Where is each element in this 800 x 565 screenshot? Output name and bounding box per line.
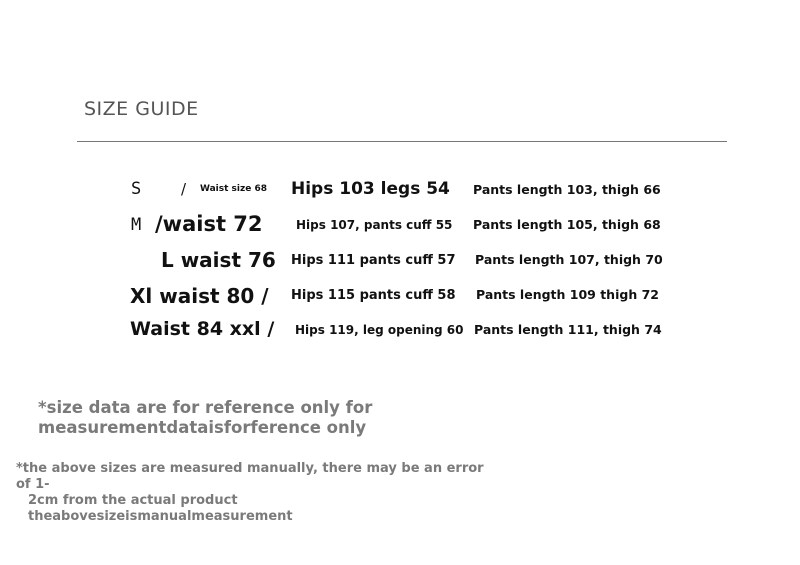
pants-measurement-s: Pants length 103, thigh 66: [473, 182, 661, 197]
reference-note: [38, 398, 372, 438]
waist-measurement-xl: Xl waist 80 /: [130, 284, 269, 308]
hips-measurement-l: Hips 111 pants cuff 57: [291, 253, 456, 268]
size-label-s: S: [131, 179, 142, 199]
hips-measurement-xl: Hips 115 pants cuff 58: [291, 288, 456, 303]
size-label-m: M: [131, 215, 142, 235]
reference-note-line: *size data are for reference only for: [38, 398, 373, 417]
waist-measurement-xxl: Waist 84 xxl /: [130, 318, 275, 340]
waist-measurement-s: Waist size 68: [200, 184, 267, 194]
pants-measurement-l: Pants length 107, thigh 70: [475, 252, 663, 267]
size-separator: /: [181, 180, 187, 198]
manual-note-line: 2cm from the actual product theabovesizeismanualmeasurement: [28, 493, 293, 524]
manual-measurement-note: [16, 461, 496, 525]
pants-measurement-m: Pants length 105, thigh 68: [473, 217, 661, 232]
waist-measurement-m: /waist 72: [155, 212, 263, 236]
pants-measurement-xxl: Pants length 111, thigh 74: [474, 322, 662, 337]
manual-note-line: *the above sizes are measured manually, there may be an error of 1-: [16, 461, 484, 492]
hips-measurement-xxl: Hips 119, leg opening 60: [295, 323, 464, 337]
hips-measurement-s: Hips 103 legs 54: [291, 179, 450, 199]
pants-measurement-xl: Pants length 109 thigh 72: [476, 287, 659, 302]
reference-note-line: measurementdataisforference only: [38, 418, 367, 437]
title-divider: [77, 141, 727, 142]
hips-measurement-m: Hips 107, pants cuff 55: [296, 218, 453, 232]
waist-measurement-l: L waist 76: [161, 248, 276, 272]
page-title: SIZE GUIDE: [84, 98, 199, 120]
